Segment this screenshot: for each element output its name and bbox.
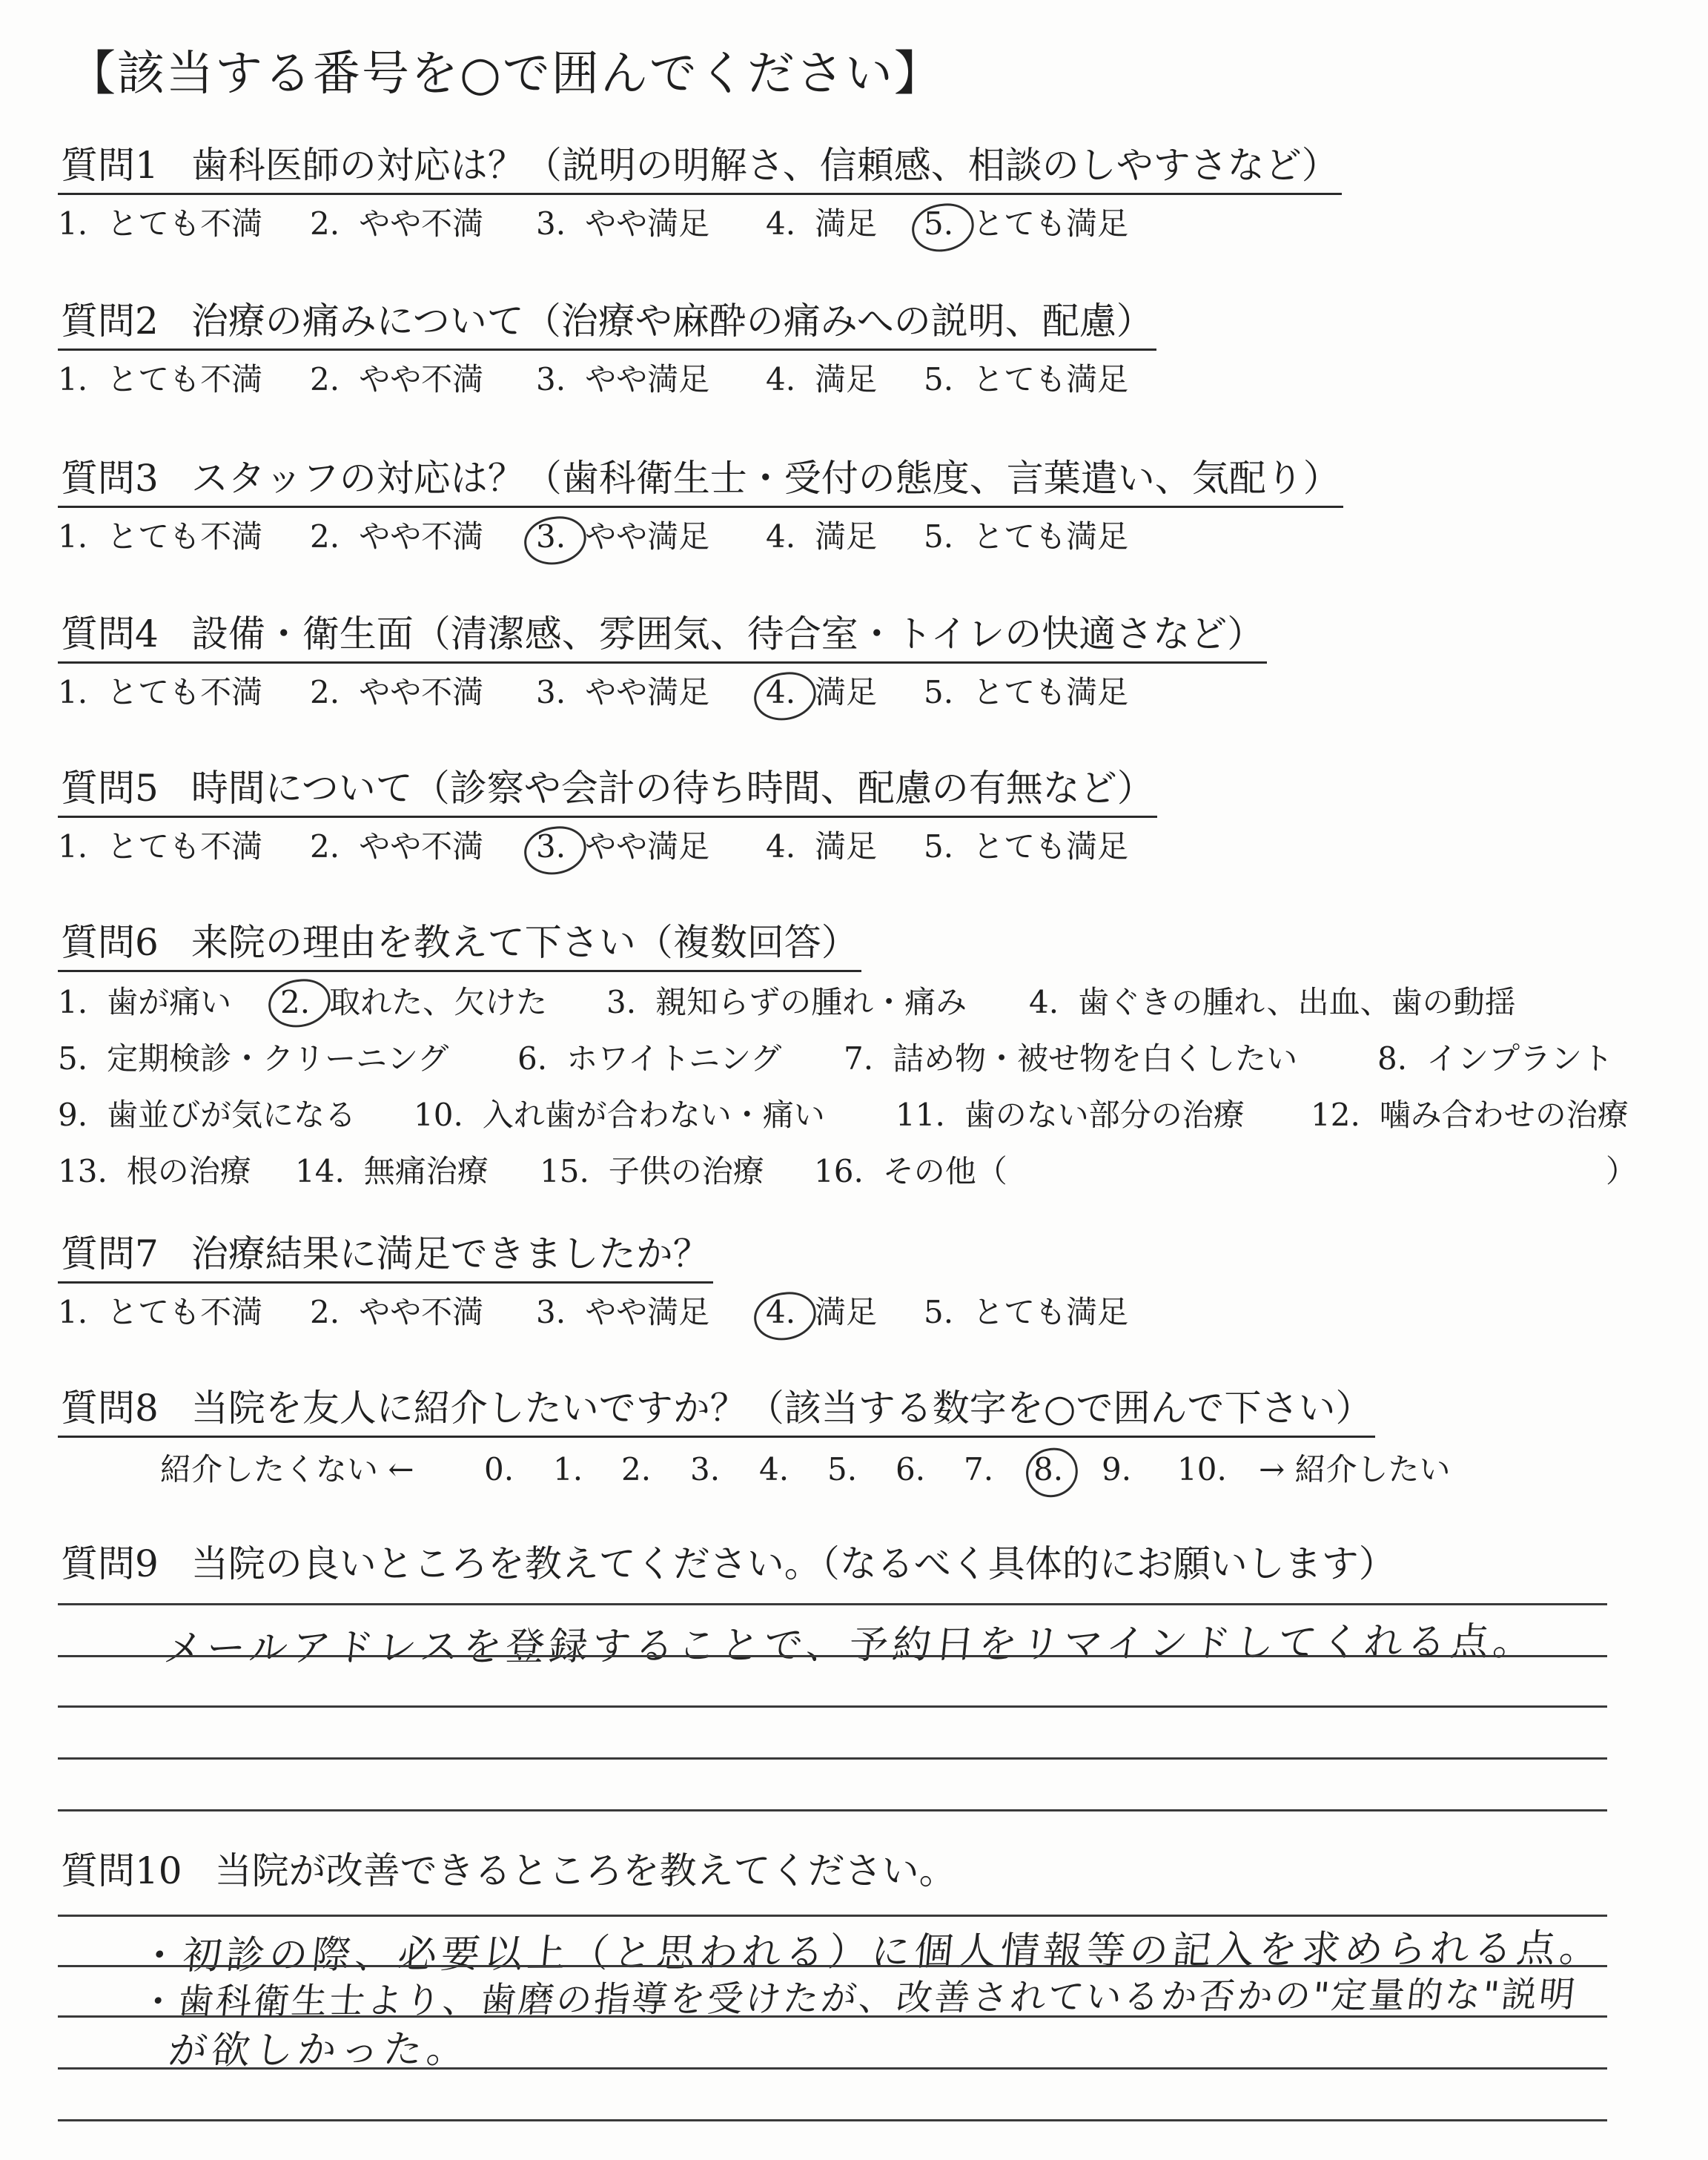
question-3-text: スタッフの対応は？（歯科衛生士・受付の態度、言葉遣い、気配り） xyxy=(191,457,1340,500)
option-1[interactable]: 1. とても不満 xyxy=(58,361,263,397)
option-4[interactable]: 4. 満足 xyxy=(766,670,877,716)
question-2 xyxy=(58,297,1156,403)
option-4[interactable]: 4. 満足 xyxy=(766,1289,877,1335)
option-4[interactable]: 4. 満足 xyxy=(766,518,878,555)
reason-15[interactable]: 15. 子供の治療 xyxy=(540,1153,764,1189)
option-5[interactable]: 5. とても満足 xyxy=(924,201,1128,247)
answer-line xyxy=(58,2015,1607,2018)
option-2[interactable]: 2. やや不満 xyxy=(310,674,484,710)
scale-left-label: 紹介したくない ← xyxy=(160,1451,414,1487)
question-7-text: 治療結果に満足できましたか？ xyxy=(191,1232,710,1275)
reason-13[interactable]: 13. 根の治療 xyxy=(58,1153,251,1189)
option-1[interactable]: 1. とても不満 xyxy=(58,205,263,242)
question-10-label: 質問10 xyxy=(61,1849,182,1892)
option-3[interactable]: 3. やや満足 xyxy=(536,205,710,242)
question-9-label: 質問9 xyxy=(61,1542,159,1585)
question-3-options xyxy=(58,514,1343,560)
reason-16[interactable]: 16. その他（ xyxy=(814,1153,1007,1189)
scale-1[interactable]: 1. xyxy=(553,1451,583,1487)
question-2-options xyxy=(58,357,1156,403)
option-3[interactable]: 3. やや満足 xyxy=(536,674,710,710)
answer-line xyxy=(58,1809,1607,1811)
question-2-text: 治療の痛みについて（治療や麻酔の痛みへの説明、配慮） xyxy=(191,300,1153,343)
scale-4[interactable]: 4. xyxy=(759,1451,790,1487)
scale-10[interactable]: 10. xyxy=(1177,1451,1227,1487)
question-6-row-1 xyxy=(58,977,1516,1028)
question-8-title xyxy=(58,1384,1375,1438)
reason-10[interactable]: 10. 入れ歯が合わない・痛い xyxy=(414,1097,825,1133)
question-7 xyxy=(58,1229,1129,1335)
option-5[interactable]: 5. とても満足 xyxy=(924,518,1129,555)
scale-right-label: → 紹介したい xyxy=(1259,1451,1451,1487)
question-1 xyxy=(58,141,1342,247)
question-10-answer-line-1[interactable]: ・初診の際、必要以上（と思われる）に個人情報等の記入を求められる点。 xyxy=(137,1926,1605,1979)
question-7-title xyxy=(58,1229,713,1284)
question-1-title xyxy=(58,141,1342,195)
question-6-title xyxy=(58,918,861,972)
option-2[interactable]: 2. やや不満 xyxy=(310,1294,484,1330)
reason-8[interactable]: 8. インプラント xyxy=(1377,1040,1614,1077)
option-2[interactable]: 2. やや不満 xyxy=(310,205,484,242)
question-4-label: 質問4 xyxy=(61,612,159,655)
question-5 xyxy=(58,764,1157,870)
option-5[interactable]: 5. とても満足 xyxy=(924,674,1129,710)
question-10 xyxy=(58,1846,959,1898)
scale-7[interactable]: 7. xyxy=(964,1451,994,1487)
question-7-options xyxy=(58,1289,1129,1335)
reason-7[interactable]: 7. 詰め物・被せ物を白くしたい xyxy=(844,1040,1298,1077)
question-3-title xyxy=(58,454,1343,508)
question-8 xyxy=(58,1384,1451,1496)
reason-12[interactable]: 12. 噛み合わせの治療 xyxy=(1311,1097,1629,1133)
reason-9[interactable]: 9. 歯並びが気になる xyxy=(58,1097,357,1133)
question-6-label: 質問6 xyxy=(61,921,159,964)
option-3[interactable]: 3. やや満足 xyxy=(536,1294,710,1330)
recommend-scale xyxy=(58,1444,1451,1496)
question-9-title xyxy=(58,1539,1399,1591)
option-1[interactable]: 1. とても不満 xyxy=(58,674,263,710)
question-3-label: 質問3 xyxy=(61,457,159,500)
question-9-answer[interactable]: メールアドレスを登録することで、予約日をリマインドしてくれる点。 xyxy=(161,1619,1539,1671)
instruction-header: 【該当する番号を○で囲んでください】 xyxy=(68,47,943,102)
question-8-text: 当院を友人に紹介したいですか？（該当する数字を○で囲んで下さい） xyxy=(191,1387,1373,1430)
answer-line xyxy=(58,1603,1607,1605)
question-1-label: 質問1 xyxy=(61,144,159,187)
option-1[interactable]: 1. とても不満 xyxy=(58,828,263,865)
question-7-label: 質問7 xyxy=(61,1232,159,1275)
option-2[interactable]: 2. やや不満 xyxy=(310,361,484,397)
question-6-row-2 xyxy=(58,1033,1614,1085)
question-6 xyxy=(58,918,1638,1198)
question-8-label: 質問8 xyxy=(61,1387,159,1430)
reason-4[interactable]: 4. 歯ぐきの腫れ、出血、歯の動揺 xyxy=(1029,984,1516,1020)
question-5-title xyxy=(58,764,1157,818)
option-1[interactable]: 1. とても不満 xyxy=(58,518,263,555)
scale-3[interactable]: 3. xyxy=(690,1451,721,1487)
option-5[interactable]: 5. とても満足 xyxy=(924,361,1129,397)
question-1-text: 歯科医師の対応は？（説明の明解さ、信頼感、相談のしやすさなど） xyxy=(191,144,1339,187)
reason-2[interactable]: 2. 取れた、欠けた xyxy=(280,977,547,1028)
question-4 xyxy=(58,610,1267,716)
question-5-label: 質問5 xyxy=(61,767,159,810)
question-10-answer-line-3[interactable]: が欲しかった。 xyxy=(166,2027,472,2074)
question-4-title xyxy=(58,610,1267,664)
answer-line xyxy=(58,2119,1607,2121)
question-6-text: 来院の理由を教えて下さい（複数回答） xyxy=(191,921,858,964)
question-10-text: 当院が改善できるところを教えてください。 xyxy=(214,1849,956,1892)
option-2[interactable]: 2. やや不満 xyxy=(310,518,484,555)
scale-6[interactable]: 6. xyxy=(896,1451,926,1487)
other-close-paren: ） xyxy=(1606,1153,1638,1189)
reason-14[interactable]: 14. 無痛治療 xyxy=(295,1153,489,1189)
answer-line xyxy=(58,1655,1607,1657)
reason-6[interactable]: 6. ホワイトニング xyxy=(517,1040,782,1077)
option-3[interactable]: 3. やや満足 xyxy=(536,361,710,397)
reason-5[interactable]: 5. 定期検診・クリーニング xyxy=(58,1040,449,1077)
question-10-title xyxy=(58,1846,959,1898)
scale-0[interactable]: 0. xyxy=(484,1451,514,1487)
answer-line xyxy=(58,1915,1607,1917)
reason-1[interactable]: 1. 歯が痛い xyxy=(58,984,232,1020)
option-5[interactable]: 5. とても満足 xyxy=(924,1294,1129,1330)
reason-11[interactable]: 11. 歯のない部分の治療 xyxy=(896,1097,1245,1133)
option-3[interactable]: 3. やや満足 xyxy=(536,824,709,870)
option-1[interactable]: 1. とても不満 xyxy=(58,1294,263,1330)
scale-2[interactable]: 2. xyxy=(621,1451,652,1487)
question-4-options xyxy=(58,670,1267,716)
question-10-answer-line-2[interactable]: ・歯科衛生士より、歯磨の指導を受けたが、改善されているか否かの"定量的な"説明 xyxy=(138,1973,1580,2024)
answer-line xyxy=(58,1705,1607,1708)
scale-5[interactable]: 5. xyxy=(827,1451,858,1487)
option-4[interactable]: 4. 満足 xyxy=(766,361,878,397)
question-4-text: 設備・衛生面（清潔感、雰囲気、待合室・トイレの快適さなど） xyxy=(191,612,1265,655)
scale-9[interactable]: 9. xyxy=(1102,1451,1132,1487)
answer-line xyxy=(58,1757,1607,1760)
answer-line xyxy=(58,2067,1607,2070)
option-4[interactable]: 4. 満足 xyxy=(766,205,878,242)
option-5[interactable]: 5. とても満足 xyxy=(924,828,1129,865)
question-3 xyxy=(58,454,1343,560)
scale-8[interactable]: 8. xyxy=(1033,1444,1063,1496)
reason-3[interactable]: 3. 親知らずの腫れ・痛み xyxy=(606,984,967,1020)
question-2-title xyxy=(58,297,1156,351)
option-4[interactable]: 4. 満足 xyxy=(766,828,878,865)
question-1-options xyxy=(58,201,1342,247)
question-5-text: 時間について（診察や会計の待ち時間、配慮の有無など） xyxy=(191,767,1154,810)
question-9 xyxy=(58,1539,1399,1591)
question-6-row-3 xyxy=(58,1089,1629,1141)
option-3[interactable]: 3. やや満足 xyxy=(536,514,709,560)
option-2[interactable]: 2. やや不満 xyxy=(310,828,484,865)
question-5-options xyxy=(58,824,1157,870)
question-2-label: 質問2 xyxy=(61,300,159,343)
question-9-text: 当院の良いところを教えてください。（なるべく具体的にお願いします） xyxy=(191,1542,1396,1585)
question-6-row-4 xyxy=(58,1146,1638,1198)
